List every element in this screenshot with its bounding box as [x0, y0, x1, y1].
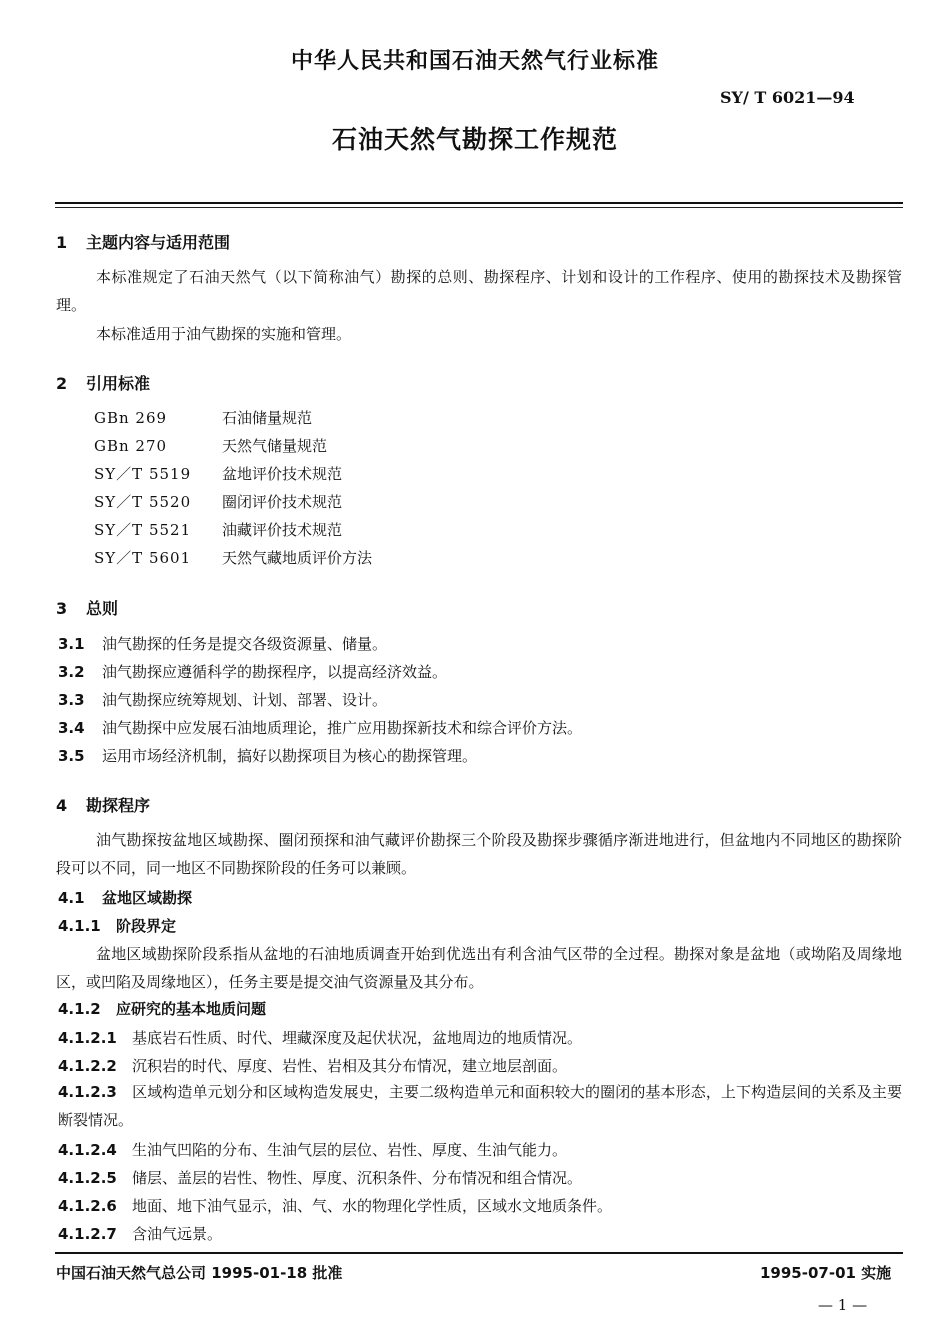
subsection-number: 4.1.2 — [58, 1000, 101, 1018]
sub-clause-text: 基底岩石性质、时代、埋藏深度及起伏状况，盆地周边的地质情况。 — [132, 1029, 583, 1047]
sub-clause-text: 沉积岩的时代、厚度、岩性、岩相及其分布情况，建立地层剖面。 — [132, 1057, 568, 1075]
sub-clause-number: 4.1.2.3 — [58, 1083, 117, 1101]
sub-clause-number: 4.1.2.6 — [58, 1197, 117, 1215]
sub-clause-item — [58, 1078, 902, 1134]
reference-item — [94, 463, 342, 484]
clause-number: 3.5 — [58, 747, 85, 765]
clause-number: 3.4 — [58, 719, 85, 737]
section-number: 4 — [56, 796, 68, 815]
section-2-heading — [56, 371, 150, 394]
reference-name: 天然气藏地质评价方法 — [222, 549, 373, 567]
section-number: 3 — [56, 599, 68, 618]
clause-number: 3.2 — [58, 663, 85, 681]
section-title: 总则 — [86, 599, 119, 618]
sub-clause-item — [58, 1167, 582, 1188]
clause-number: 3.3 — [58, 691, 85, 709]
sub-clause-number: 4.1.2.4 — [58, 1141, 117, 1159]
sub-clause-item — [58, 1027, 582, 1048]
subsection-number: 4.1.1 — [58, 917, 101, 935]
section-4-heading — [56, 793, 150, 816]
reference-item — [94, 491, 342, 512]
reference-item — [94, 407, 312, 428]
sub-clause-item — [58, 1195, 612, 1216]
reference-name: 石油储量规范 — [222, 409, 313, 427]
subsection-4-1-2-heading — [58, 998, 266, 1019]
clause-text: 油气勘探应统筹规划、计划、部署、设计。 — [102, 691, 388, 709]
clause-item — [58, 661, 447, 682]
sub-clause-number: 4.1.2.2 — [58, 1057, 117, 1075]
section-title: 引用标准 — [86, 374, 151, 393]
subsection-title: 应研究的基本地质问题 — [116, 1000, 267, 1018]
subsection-4-1-1-text: 盆地区域勘探阶段系指从盆地的石油地质调查开始到优选出有利含油气区带的全过程。勘探对象是盆地（或坳陷及周缘地区，或凹陷及周缘地区），任务主要是提交油气资源量及其分布。 — [56, 945, 902, 991]
reference-code: GBn 269 — [94, 409, 168, 427]
section-1-paragraph-2: 本标准适用于油气勘探的实施和管理。 — [96, 325, 352, 343]
section-title: 勘探程序 — [86, 796, 151, 815]
sub-clause-number: 4.1.2.5 — [58, 1169, 117, 1187]
reference-code: SY／T 5520 — [94, 493, 192, 511]
effective-date: 1995-07-01 实施 — [760, 1264, 892, 1282]
sub-clause-text: 生油气凹陷的分布、生油气层的层位、岩性、厚度、生油气能力。 — [132, 1141, 568, 1159]
reference-item — [94, 435, 327, 456]
clause-text: 油气勘探中应发展石油地质理论，推广应用勘探新技术和综合评价方法。 — [102, 719, 583, 737]
sub-clause-item — [58, 1139, 567, 1160]
document-title: 石油天然气勘探工作规范 — [331, 125, 618, 154]
sub-clause-item — [58, 1223, 222, 1244]
sub-clause-number: 4.1.2.1 — [58, 1029, 117, 1047]
reference-item — [94, 547, 372, 568]
reference-code: SY／T 5601 — [94, 549, 192, 567]
sub-clause-text: 含油气远景。 — [132, 1225, 223, 1243]
section-3-heading — [56, 596, 118, 619]
clause-text: 运用市场经济机制，搞好以勘探项目为核心的勘探管理。 — [102, 747, 478, 765]
footer-divider — [55, 1252, 903, 1254]
clause-item — [58, 689, 387, 710]
clause-text: 油气勘探应遵循科学的勘探程序，以提高经济效益。 — [102, 663, 448, 681]
page-number: — 1 — — [818, 1296, 868, 1314]
title-divider-thick — [55, 202, 903, 204]
clause-item — [58, 717, 582, 738]
subsection-4-1-1-heading — [58, 915, 176, 936]
reference-name: 盆地评价技术规范 — [222, 465, 343, 483]
sub-clause-text: 地面、地下油气显示，油、气、水的物理化学性质，区域水文地质条件。 — [132, 1197, 613, 1215]
sub-clause-item — [58, 1055, 567, 1076]
section-number: 2 — [56, 374, 68, 393]
title-divider-thin — [55, 207, 903, 208]
subsection-title: 阶段界定 — [116, 917, 177, 935]
clause-text: 油气勘探的任务是提交各级资源量、储量。 — [102, 635, 388, 653]
reference-item — [94, 519, 342, 540]
reference-name: 圈闭评价技术规范 — [222, 493, 343, 511]
subsection-title: 盆地区域勘探 — [102, 889, 193, 907]
reference-code: SY／T 5519 — [94, 465, 192, 483]
industry-standard-header: 中华人民共和国石油天然气行业标准 — [290, 49, 659, 74]
section-number: 1 — [56, 233, 68, 252]
section-1-paragraph-1: 本标准规定了石油天然气（以下简称油气）勘探的总则、勘探程序、计划和设计的工作程序、使用的勘探技术及勘探管理。 — [56, 268, 902, 314]
reference-code: GBn 270 — [94, 437, 168, 455]
reference-code: SY／T 5521 — [94, 521, 192, 539]
clause-item — [58, 745, 477, 766]
reference-name: 油藏评价技术规范 — [222, 521, 343, 539]
standard-code: SY/ T 6021—94 — [720, 88, 855, 107]
clause-number: 3.1 — [58, 635, 85, 653]
sub-clause-text: 区域构造单元划分和区域构造发展史，主要二级构造单元和面积较大的圈闭的基本形态，上下构造层间的关系及主要断裂情况。 — [58, 1083, 902, 1129]
section-title: 主题内容与适用范围 — [86, 233, 231, 252]
clause-item — [58, 633, 387, 654]
section-4-intro: 油气勘探按盆地区域勘探、圈闭预探和油气藏评价勘探三个阶段及勘探步骤循序渐进地进行，但盆地内不同地区的勘探阶段可以不同，同一地区不同勘探阶段的任务可以兼顾。 — [56, 831, 902, 877]
subsection-4-1-heading — [58, 887, 192, 908]
sub-clause-number: 4.1.2.7 — [58, 1225, 117, 1243]
sub-clause-text: 储层、盖层的岩性、物性、厚度、沉积条件、分布情况和组合情况。 — [132, 1169, 583, 1187]
approval-line: 中国石油天然气总公司 1995-01-18 批准 — [56, 1264, 343, 1282]
section-1-heading — [56, 230, 230, 253]
reference-name: 天然气储量规范 — [222, 437, 328, 455]
subsection-number: 4.1 — [58, 889, 85, 907]
